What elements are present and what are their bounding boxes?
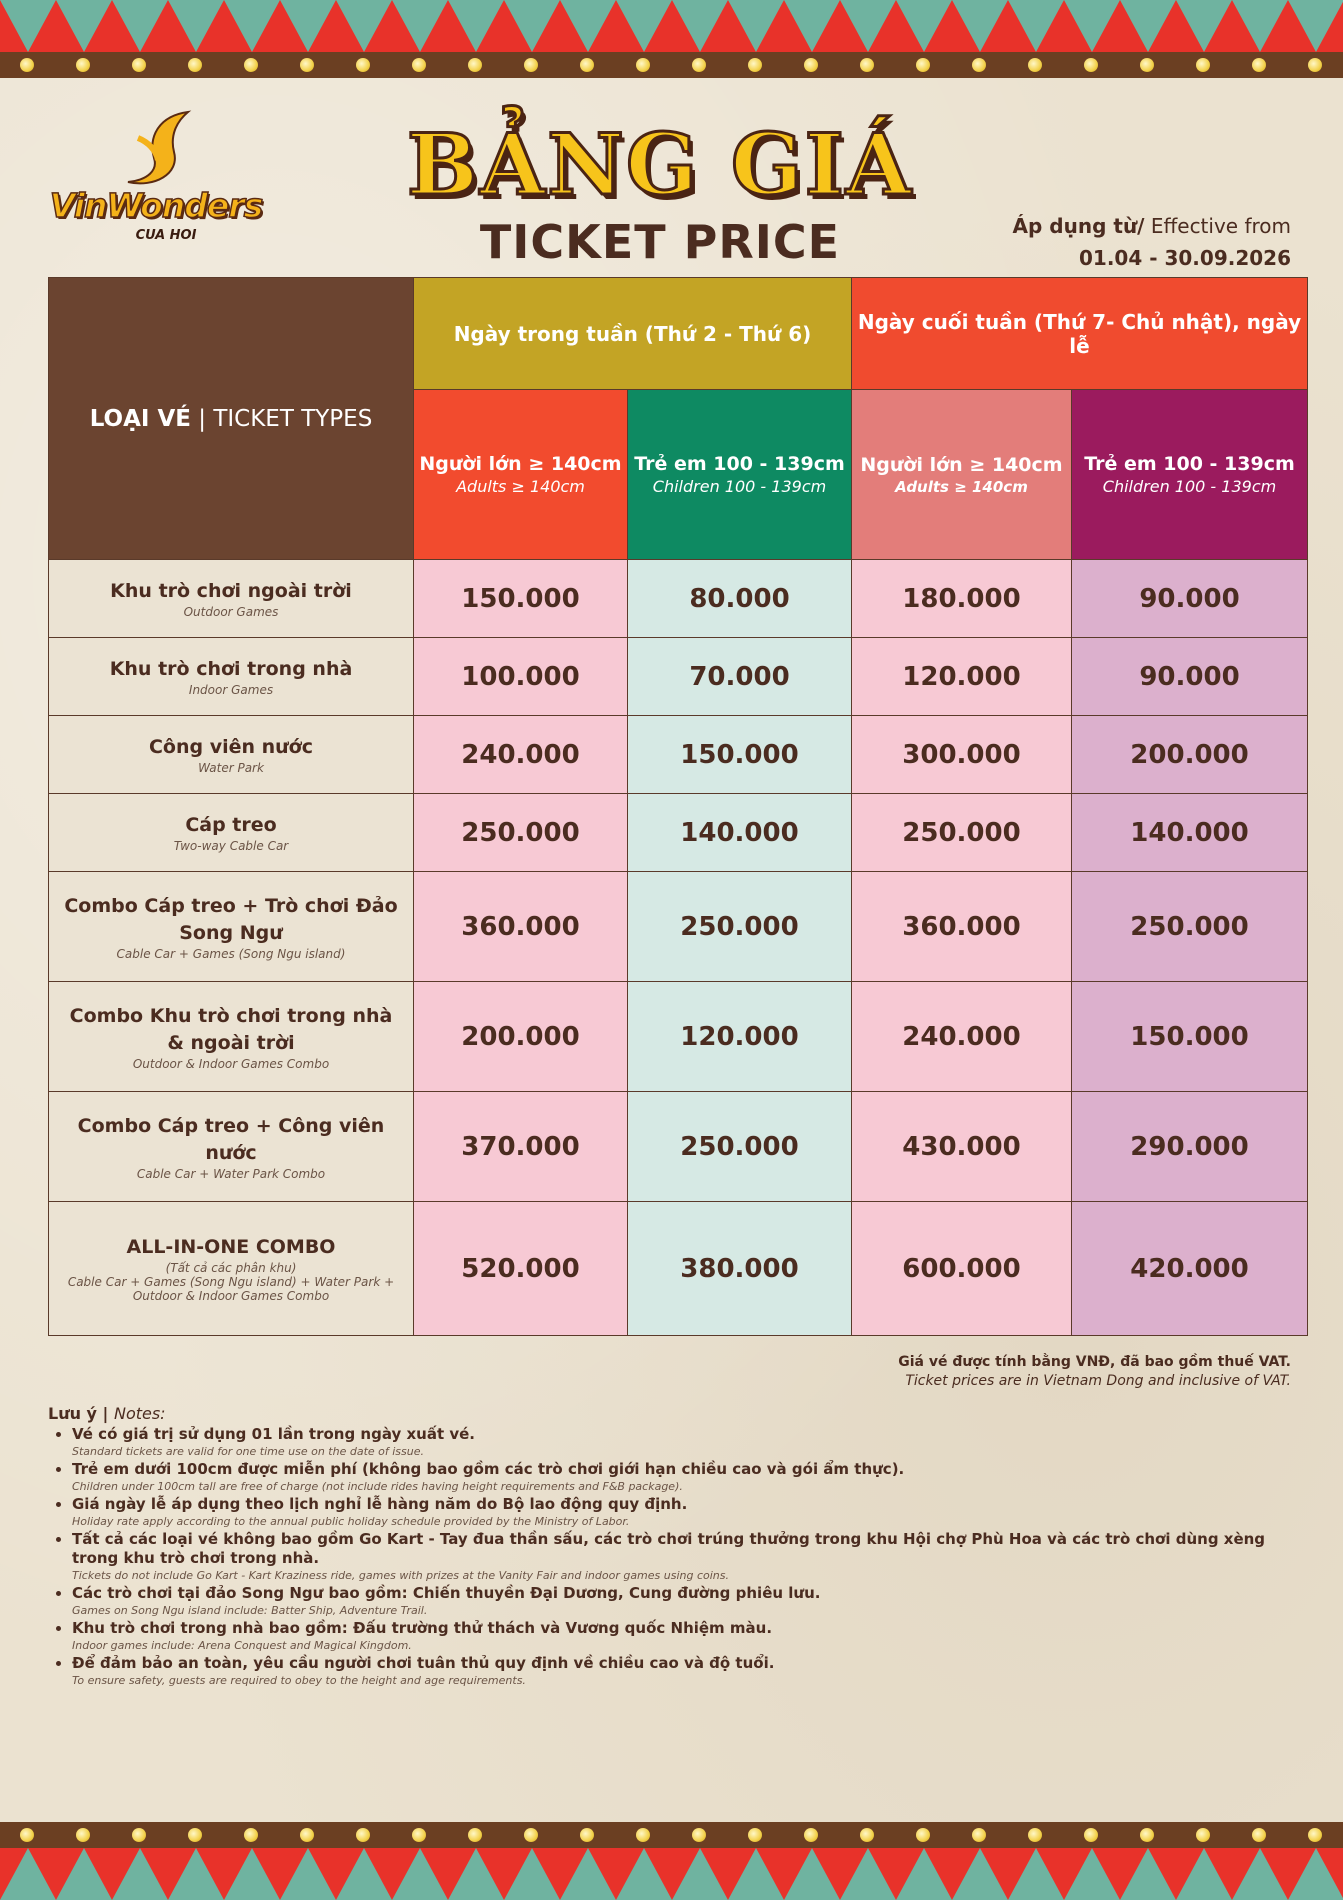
- light-bulb: [972, 58, 986, 72]
- light-bulb: [524, 1828, 538, 1842]
- light-bulb: [244, 1828, 258, 1842]
- table-row: [49, 1202, 1308, 1336]
- price-cell: 140.000: [628, 794, 852, 872]
- note-text-en: Holiday rate apply according to the annual public holiday schedule provided by the Ministry of Labor.: [72, 1515, 630, 1528]
- price-cell: 250.000: [628, 1092, 852, 1202]
- column-header-vn: Trẻ em 100 - 139cm: [634, 453, 845, 475]
- ticket-types-header-en: TICKET TYPES: [213, 405, 373, 432]
- ticket-type-name-en: Cable Car + Games (Song Ngu island) + Water Park +: [67, 1275, 395, 1289]
- note-item: [72, 1654, 1298, 1688]
- light-bulb: [636, 1828, 650, 1842]
- note-text-vn: Vé có giá trị sử dụng 01 lần trong ngày xuất vé.: [72, 1425, 476, 1443]
- light-bulb: [1196, 58, 1210, 72]
- ticket-type-name: Combo Cáp treo + Công viên nước: [77, 1114, 385, 1164]
- notes-title-en: Notes:: [113, 1404, 166, 1423]
- light-bulb: [1252, 1828, 1266, 1842]
- ticket-type-label: [49, 716, 414, 794]
- light-bulb: [76, 1828, 90, 1842]
- table-row: [49, 560, 1308, 638]
- ticket-type-label: [49, 872, 414, 982]
- logo-wing-icon: [118, 108, 198, 188]
- light-bulb: [804, 1828, 818, 1842]
- price-cell: 90.000: [1072, 638, 1308, 716]
- light-bulb: [916, 1828, 930, 1842]
- price-cell: 120.000: [628, 982, 852, 1092]
- price-cell: 200.000: [1072, 716, 1308, 794]
- light-bulb: [132, 1828, 146, 1842]
- light-bulb: [1140, 58, 1154, 72]
- ticket-types-header-vn: LOẠI VÉ: [89, 405, 191, 432]
- light-bulb: [468, 1828, 482, 1842]
- light-bulb: [1308, 58, 1322, 72]
- light-bulb: [356, 1828, 370, 1842]
- light-bulb: [916, 58, 930, 72]
- column-header-4: [1072, 390, 1308, 560]
- note-text-vn: Giá ngày lễ áp dụng theo lịch nghỉ lễ hàng năm do Bộ lao động quy định.: [72, 1495, 688, 1513]
- light-bulb: [1196, 1828, 1210, 1842]
- note-text-en: To ensure safety, guests are required to obey to the height and age requirements.: [72, 1674, 526, 1687]
- light-bulb: [860, 58, 874, 72]
- light-bulb: [1252, 58, 1266, 72]
- ticket-type-name-en: Outdoor & Indoor Games Combo: [132, 1289, 330, 1303]
- ticket-type-label: [49, 794, 414, 872]
- note-text-en: Children under 100cm tall are free of charge (not include rides having height requirements and F&B package).: [72, 1480, 683, 1493]
- column-header-en: Children 100 - 139cm: [1102, 477, 1277, 496]
- light-bulb: [1084, 58, 1098, 72]
- title-english: TICKET PRICE: [479, 215, 841, 269]
- price-cell: 90.000: [1072, 560, 1308, 638]
- ticket-type-name: Công viên nước: [148, 736, 314, 758]
- vat-note: [898, 1353, 1291, 1391]
- ticket-type-name-en: Cable Car + Games (Song Ngu island): [116, 946, 346, 961]
- notes-title-vn: Lưu ý: [48, 1404, 97, 1423]
- light-bulb: [1028, 58, 1042, 72]
- bottom-triangle-band: [0, 1848, 1343, 1900]
- note-text-vn: Các trò chơi tại đảo Song Ngư bao gồm: Chiến thuyền Đại Dương, Cung đường phiêu lưu.: [72, 1584, 821, 1602]
- note-text-en: Games on Song Ngu island include: Batter Ship, Adventure Trail.: [72, 1604, 428, 1617]
- ticket-type-label: [49, 982, 414, 1092]
- ticket-type-name-en: (Tất cả các phân khu): [165, 1261, 297, 1275]
- table-row: [49, 794, 1308, 872]
- ticket-type-name-en: Cable Car + Water Park Combo: [136, 1166, 326, 1181]
- light-bulb: [524, 58, 538, 72]
- ticket-types-header: LOẠI VÉ | TICKET TYPES: [49, 278, 414, 560]
- ticket-type-name: & ngoài trời: [167, 1031, 295, 1054]
- light-bulb: [1308, 1828, 1322, 1842]
- price-cell: 250.000: [628, 872, 852, 982]
- notes-title: Lưu ý | Notes:: [48, 1404, 166, 1423]
- price-cell: 120.000: [852, 638, 1072, 716]
- column-header-en: Adults ≥ 140cm: [895, 477, 1028, 496]
- price-cell: 150.000: [414, 560, 628, 638]
- vat-note-vn: Giá vé được tính bằng VNĐ, đã bao gồm thuế VAT.: [898, 1354, 1291, 1370]
- column-header-vn: Trẻ em 100 - 139cm: [1084, 453, 1295, 475]
- note-text-en: Standard tickets are valid for one time use on the date of issue.: [72, 1445, 424, 1458]
- effective-range: 01.04 - 30.09.2026: [1078, 246, 1291, 270]
- effective-label-en: Effective from: [1150, 214, 1291, 238]
- light-bulb: [188, 58, 202, 72]
- ticket-type-label: [49, 638, 414, 716]
- light-bulb: [692, 1828, 706, 1842]
- price-cell: 250.000: [852, 794, 1072, 872]
- price-cell: 300.000: [852, 716, 1072, 794]
- light-bulb: [76, 58, 90, 72]
- weekend-header: Ngày cuối tuần (Thứ 7- Chủ nhật), ngày lễ: [852, 278, 1308, 390]
- column-header-en: Adults ≥ 140cm: [456, 477, 585, 496]
- top-decorative-border: [0, 0, 1343, 78]
- price-cell: 240.000: [414, 716, 628, 794]
- note-text-en: Tickets do not include Go Kart - Kart Kraziness ride, games with prizes at the Vanity Fair and indoor games using coins.: [72, 1569, 730, 1582]
- vinwonders-logo: [46, 108, 266, 248]
- price-cell: 370.000: [414, 1092, 628, 1202]
- light-bulb: [636, 58, 650, 72]
- light-bulb: [1084, 1828, 1098, 1842]
- price-cell: 150.000: [1072, 982, 1308, 1092]
- ticket-type-name: Song Ngư: [179, 921, 283, 944]
- table-row: [49, 982, 1308, 1092]
- price-cell: 180.000: [852, 560, 1072, 638]
- light-bulb: [972, 1828, 986, 1842]
- price-cell: 70.000: [628, 638, 852, 716]
- ticket-type-label: [49, 1092, 414, 1202]
- notes-list: [48, 1425, 1298, 1688]
- price-cell: 290.000: [1072, 1092, 1308, 1202]
- price-cell: 140.000: [1072, 794, 1308, 872]
- logo-subtitle: CUA HOI: [135, 228, 197, 243]
- light-bulb: [132, 58, 146, 72]
- price-cell: 250.000: [1072, 872, 1308, 982]
- price-cell: 520.000: [414, 1202, 628, 1336]
- price-cell: 150.000: [628, 716, 852, 794]
- note-item: [72, 1460, 1298, 1494]
- column-header-en: Children 100 - 139cm: [652, 477, 827, 496]
- weekday-header: Ngày trong tuần (Thứ 2 - Thứ 6): [414, 278, 852, 390]
- ticket-type-name: Khu trò chơi ngoài trời: [110, 580, 352, 602]
- table-row: [49, 638, 1308, 716]
- price-cell: 360.000: [414, 872, 628, 982]
- effective-label-vn: Áp dụng từ/: [1012, 214, 1145, 238]
- light-bulb: [412, 58, 426, 72]
- column-header-vn: Người lớn ≥ 140cm: [419, 453, 622, 475]
- ticket-type-name: Khu trò chơi trong nhà: [109, 658, 353, 680]
- light-bulb: [580, 58, 594, 72]
- light-bulb: [468, 58, 482, 72]
- note-text-vn: Để đảm bảo an toàn, yêu cầu người chơi tuân thủ quy định về chiều cao và độ tuổi.: [72, 1654, 775, 1672]
- note-item: [72, 1425, 1298, 1459]
- note-item: [72, 1619, 1298, 1653]
- light-bulb: [1028, 1828, 1042, 1842]
- bottom-decorative-border: [0, 1822, 1343, 1900]
- ticket-type-name-en: Water Park: [198, 761, 264, 775]
- note-item: [72, 1495, 1298, 1529]
- note-text-vn: Khu trò chơi trong nhà bao gồm: Đấu trường thử thách và Vương quốc Nhiệm màu.: [72, 1619, 773, 1637]
- price-table: [48, 277, 1308, 1336]
- note-text-vn: Trẻ em dưới 100cm được miễn phí (không bao gồm các trò chơi giới hạn chiều cao và gói ẩm thực).: [72, 1460, 905, 1478]
- light-bulb: [300, 1828, 314, 1842]
- ticket-type-name-en: Outdoor & Indoor Games Combo: [132, 1056, 330, 1071]
- effective-dates: [1013, 210, 1291, 274]
- light-bulb: [748, 58, 762, 72]
- price-cell: 250.000: [414, 794, 628, 872]
- bottom-bulb-band: [0, 1822, 1343, 1848]
- ticket-type-name: ALL-IN-ONE COMBO: [126, 1236, 336, 1258]
- light-bulb: [860, 1828, 874, 1842]
- top-bulb-band: [0, 52, 1343, 78]
- vat-note-en: Ticket prices are in Vietnam Dong and inclusive of VAT.: [905, 1373, 1291, 1389]
- price-cell: 100.000: [414, 638, 628, 716]
- ticket-type-name-en: Outdoor Games: [183, 605, 279, 619]
- light-bulb: [188, 1828, 202, 1842]
- light-bulb: [20, 58, 34, 72]
- ticket-type-name-en: Indoor Games: [188, 683, 274, 697]
- price-cell: 80.000: [628, 560, 852, 638]
- ticket-type-label: [49, 1202, 414, 1336]
- price-cell: 420.000: [1072, 1202, 1308, 1336]
- price-cell: 360.000: [852, 872, 1072, 982]
- note-text-en: Indoor games include: Arena Conquest and Magical Kingdom.: [72, 1639, 412, 1652]
- logo-wordmark: VinWonders: [49, 186, 263, 225]
- price-cell: 430.000: [852, 1092, 1072, 1202]
- ticket-type-name-en: Two-way Cable Car: [173, 839, 289, 853]
- column-header-3: [852, 390, 1072, 560]
- light-bulb: [580, 1828, 594, 1842]
- light-bulb: [804, 58, 818, 72]
- light-bulb: [748, 1828, 762, 1842]
- note-item: [72, 1530, 1298, 1583]
- ticket-type-label: [49, 560, 414, 638]
- price-cell: 380.000: [628, 1202, 852, 1336]
- column-header-2: [628, 390, 852, 560]
- light-bulb: [1140, 1828, 1154, 1842]
- light-bulb: [356, 58, 370, 72]
- light-bulb: [300, 58, 314, 72]
- price-cell: 600.000: [852, 1202, 1072, 1336]
- table-row: [49, 1092, 1308, 1202]
- notes-section: [48, 1404, 1298, 1689]
- light-bulb: [692, 58, 706, 72]
- light-bulb: [412, 1828, 426, 1842]
- light-bulb: [244, 58, 258, 72]
- light-bulb: [20, 1828, 34, 1842]
- price-cell: 240.000: [852, 982, 1072, 1092]
- column-header-vn: Người lớn ≥ 140cm: [860, 453, 1063, 476]
- ticket-type-name: Cáp treo: [185, 814, 277, 836]
- title-vietnamese: BẢNG GIÁ: [406, 115, 914, 214]
- table-row: [49, 716, 1308, 794]
- top-triangle-band: [0, 0, 1343, 52]
- column-header-1: [414, 390, 628, 560]
- ticket-type-name: Combo Cáp treo + Trò chơi Đảo: [64, 894, 398, 917]
- ticket-type-name: Combo Khu trò chơi trong nhà: [69, 1004, 393, 1027]
- price-cell: 200.000: [414, 982, 628, 1092]
- note-text-vn: Tất cả các loại vé không bao gồm Go Kart - Tay đua thần sấu, các trò chơi trúng thưởng trong khu Hội chợ Phù Hoa và các trò chơi dùng xèng trong khu trò chơi trong nhà.: [72, 1530, 1266, 1567]
- table-row: [49, 872, 1308, 982]
- note-item: [72, 1584, 1298, 1618]
